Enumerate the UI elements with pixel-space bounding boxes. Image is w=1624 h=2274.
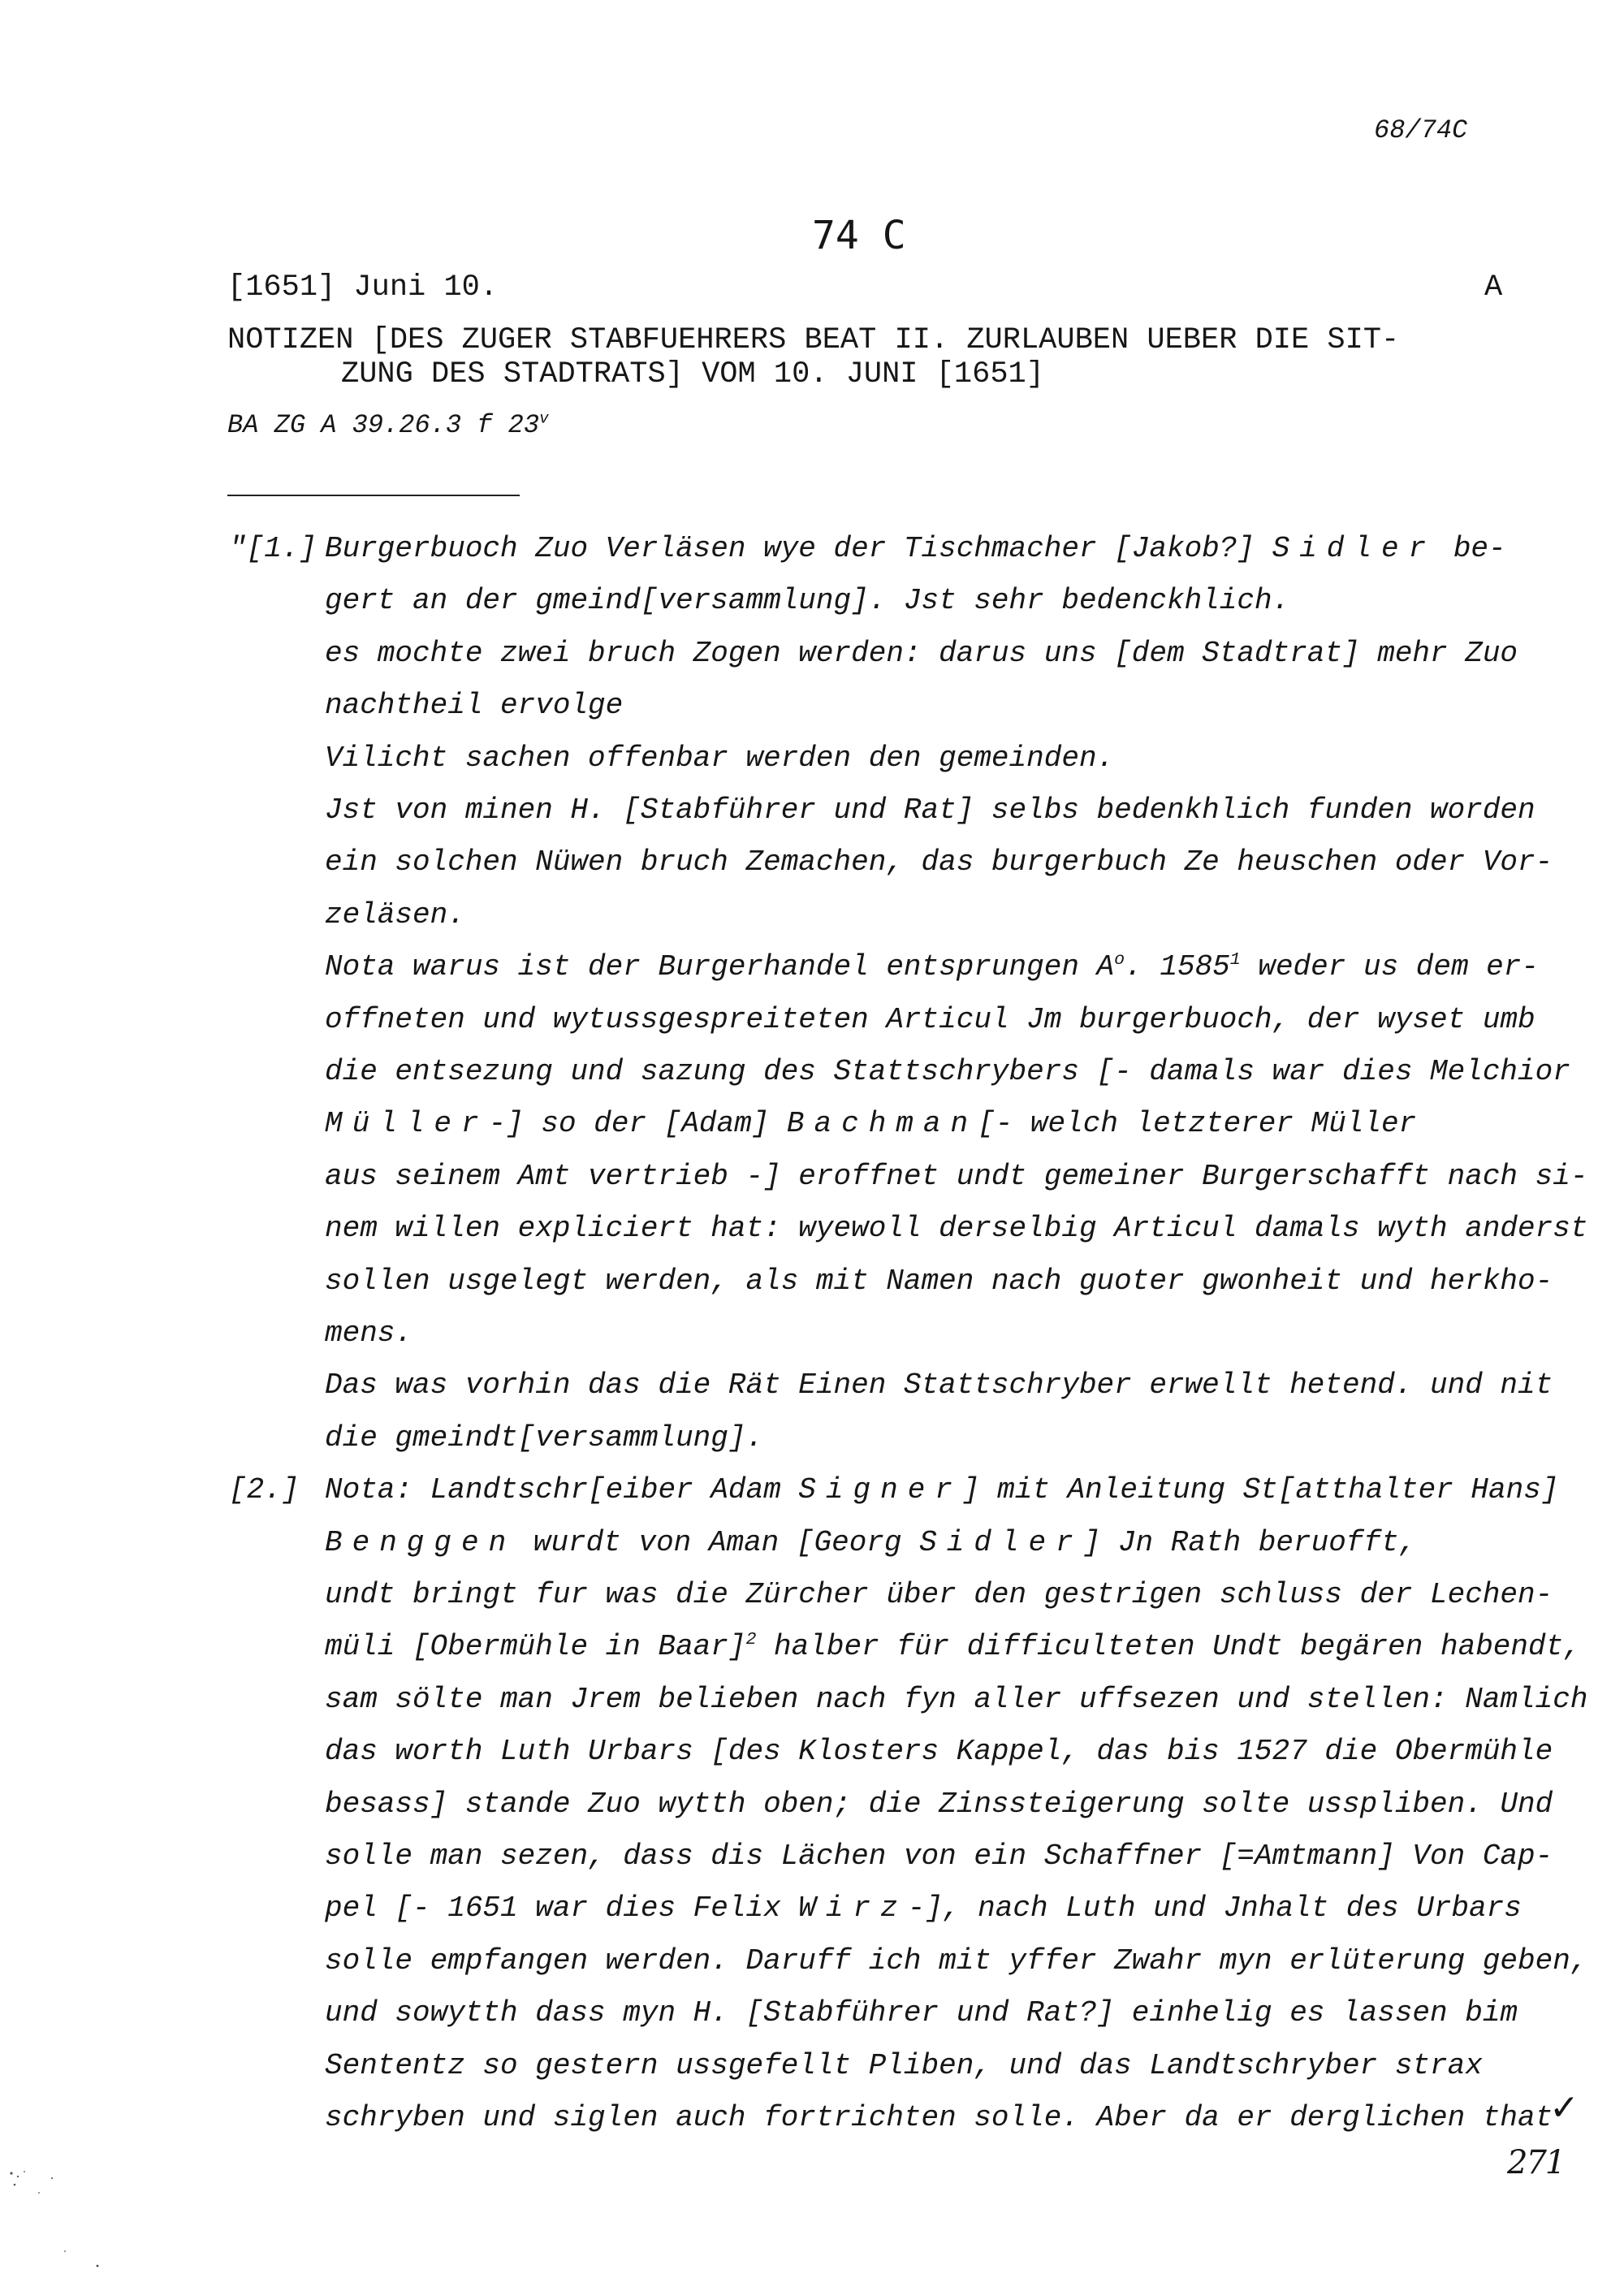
document-title-line-2: ZUNG DES STADTRATS] VOM 10. JUNI [1651]: [341, 357, 1044, 391]
transcription-line: sam sölte man Jrem belieben nach fyn aller uffsezen und stellen: Namlich: [325, 1682, 1588, 1716]
transcription-line: solle empfangen werden. Daruff ich mit yffer Zwahr myn erlüterung geben,: [325, 1943, 1588, 1978]
transcription-line: Burgerbuoch Zuo Verläsen wye der Tischmacher [Jakob?] Sidler be-: [325, 532, 1506, 565]
transcription-line: Das was vorhin das die Rät Einen Stattschryber erwellt hetend. und nit: [325, 1368, 1553, 1403]
separator-rule: [227, 495, 520, 496]
transcription-line: und sowytth dass myn H. [Stabführer und Rat?] einhelig es lassen bim: [325, 1996, 1518, 2030]
transcription-line: sollen usgelegt werden, als mit Namen nach guoter gwonheit und herkho-: [325, 1264, 1553, 1298]
transcription-line: Nota warus ist der Burgerhandel entsprungen $A^o$. 1585$^1$ weder us dem er-: [325, 950, 1539, 984]
spaced-name: Bachman: [786, 1107, 978, 1141]
transcription-line: zeläsen.: [325, 897, 465, 932]
transcription-line: Benggen wurdt von Aman [Georg Sidler] Jn Rath beruofft,: [325, 1525, 1417, 1559]
transcription-line: Nota: Landtschr[eiber Adam Signer] mit Anleitung St[atthalter Hans]: [325, 1473, 1559, 1507]
source-reference: [227, 410, 549, 440]
transcription-line: das worth Luth Urbars [des Klosters Kappel, das bis 1527 die Obermühle: [325, 1735, 1553, 1769]
transcription-line: nem willen expliciert hat: wyewoll derselbig Articul damals wyth anderst: [325, 1212, 1588, 1246]
page-reference: 68/74C: [1374, 115, 1468, 145]
transcription-line: müli [Obermühle in Baar]$^2$ halber für difficulteten Undt begären habendt,: [325, 1630, 1581, 1664]
transcription-line: Vilicht sachen offenbar werden den gemeinden.: [325, 741, 1115, 775]
transcription-line: Jst von minen H. [Stabführer und Rat] selbs bedenkhlich funden worden: [325, 793, 1535, 827]
source-reference-verso: v: [539, 409, 549, 428]
transcription-line: gert an der gmeind[versammlung]. Jst sehr bedenckhlich.: [325, 584, 1290, 618]
checkmark-icon: ✓: [1549, 2087, 1579, 2129]
transcription-line: undt bringt fur was die Zürcher über den gestrigen schluss der Lechen-: [325, 1578, 1553, 1611]
spaced-name: Benggen: [325, 1525, 516, 1559]
transcription-line: Müller-] so der [Adam] Bachman[- welch letzterer Müller: [325, 1107, 1417, 1141]
document-type-letter: A: [1484, 270, 1503, 305]
document-title-line-1: NOTIZEN [DES ZUGER STABFUEHRERS BEAT II. ZURLAUBEN UEBER DIE SIT-: [227, 323, 1400, 357]
spaced-name: Sidler: [919, 1525, 1083, 1559]
transcription-line: schryben und siglen auch fortrichten solle. Aber da er derglichen that: [325, 2101, 1553, 2134]
transcription-line: die entsezung und sazung des Stattschrybers [- damals war dies Melchior: [325, 1055, 1570, 1088]
scan-specks: [0, 2160, 162, 2274]
spaced-name: Signer: [798, 1473, 962, 1507]
section-number: [2.]: [229, 1473, 300, 1507]
transcription-line: solle man sezen, dass dis Lächen von ein Schaffner [=Amtmann] Von Cap-: [325, 1840, 1553, 1873]
superscript: 2: [745, 1630, 757, 1650]
transcription-line: Sententz so gestern ussgefellt Pliben, und das Landtschryber strax: [325, 2048, 1483, 2082]
document-date: [1651] Juni 10.: [227, 270, 499, 305]
transcription-line: mens.: [325, 1316, 413, 1350]
transcription-line: die gmeindt[versammlung].: [325, 1420, 764, 1455]
transcription-line: pel [- 1651 war dies Felix Wirz-], nach Luth und Jnhalt des Urbars: [325, 1891, 1522, 1926]
transcription-line: besass] stande Zuo wytth oben; die Zinssteigerung solte usspliben. Und: [325, 1787, 1553, 1821]
section-number: "[1.]: [229, 532, 317, 565]
spaced-name: Müller: [325, 1107, 489, 1141]
superscript: o: [1114, 950, 1125, 971]
spaced-name: Wirz: [798, 1891, 908, 1926]
transcription-line: nachtheil ervolge: [325, 689, 624, 723]
transcription-line: aus seinem Amt vertrieb -] eroffnet undt gemeiner Burgerschafft nach si-: [325, 1159, 1588, 1193]
transcription-line: ein solchen Nüwen bruch Zemachen, das burgerbuch Ze heuschen oder Vor-: [325, 845, 1553, 880]
superscript: 1: [1229, 950, 1241, 971]
document-number: 74 C: [812, 213, 906, 258]
handwritten-page-number: 271: [1507, 2144, 1565, 2181]
transcription-line: es mochte zwei bruch Zogen werden: darus uns [dem Stadtrat] mehr Zuo: [325, 636, 1518, 670]
spaced-name: Sidler: [1272, 532, 1436, 565]
source-reference-text: BA ZG A 39.26.3 f 23: [227, 410, 540, 440]
transcription-line: offneten und wytussgespreiteten Articul Jm burgerbuoch, der wyset umb: [325, 1002, 1535, 1036]
